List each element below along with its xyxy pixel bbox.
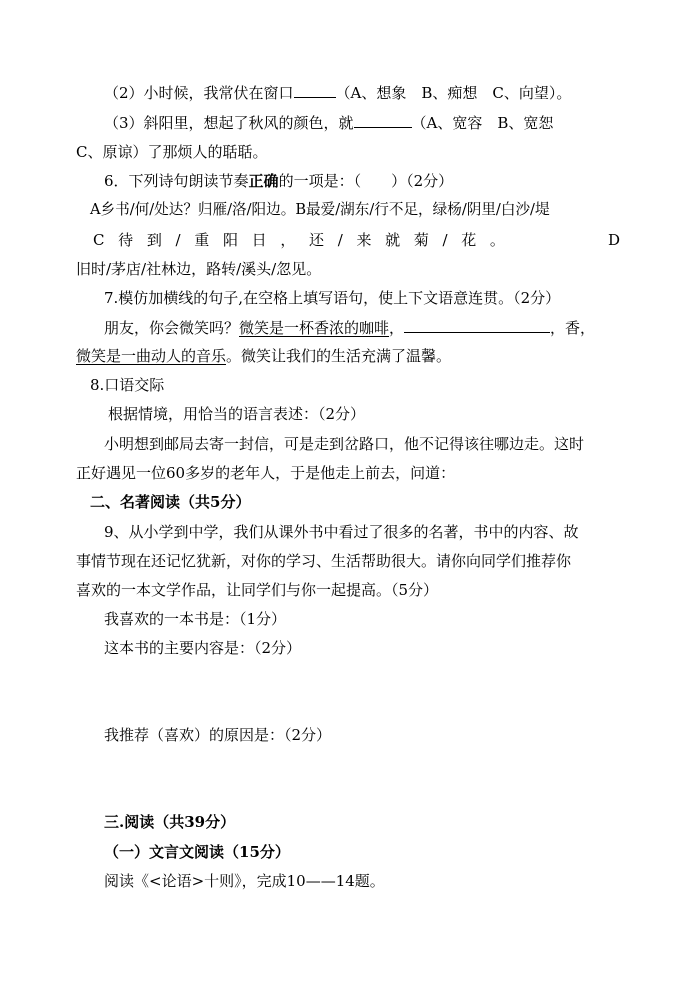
- q7-underlined-sentence-2: 微笑是一曲动人的音乐: [76, 347, 227, 365]
- q9-text-3: 喜欢的一本文学作品，让同学们与你一起提高。（5分）: [76, 581, 439, 599]
- q7-line-1: [104, 318, 595, 338]
- q6-d-letter: D: [608, 231, 621, 249]
- q7-stem-text: 7.模仿加横线的句子,在空格上填写语句，使上下文语意连贯。（2分）: [104, 289, 561, 307]
- section-3-instruction: [104, 871, 385, 891]
- q6-c-char: 花: [461, 231, 477, 249]
- q6-stem-b: 的一项是：（ ）（2分）: [278, 172, 454, 190]
- q9-sub-3: [104, 725, 331, 745]
- section-2-title-text: 二、名著阅读（共5分）: [90, 493, 251, 511]
- q6-c-char: 待: [118, 231, 134, 249]
- q8-paragraph-text-2: 正好遇见一位60多岁的老年人，于是他走上前去，问道：: [76, 464, 456, 482]
- q7-text-d: ，香，: [550, 319, 596, 337]
- q9-line-1: [104, 522, 579, 542]
- q9-sub-2: [104, 638, 301, 658]
- q6-c-char: /: [337, 231, 343, 249]
- q6-options-line-1: [90, 200, 550, 220]
- q6-c-char: 就: [385, 231, 401, 249]
- q6-c-char: 到: [146, 231, 162, 249]
- section-3-subtitle-text: （一）文言文阅读（15分）: [104, 843, 290, 861]
- section-3-title-text: 三.阅读（共39分）: [104, 813, 236, 831]
- q6-c-char: 重: [194, 231, 210, 249]
- q8-paragraph-line-1: [104, 434, 584, 454]
- q9-text-1: 9、从小学到中学，我们从课外书中看过了很多的名著，书中的内容、故: [104, 523, 579, 541]
- q7-text-c: ，: [389, 319, 405, 337]
- q5-2-text-b: （A、想象 B、痴想 C、向望）。: [335, 84, 572, 102]
- q6-c-char: 阳: [222, 231, 238, 249]
- q8-instruction-text: 根据情境，用恰当的语言表述：（2分）: [108, 405, 366, 423]
- q9-sub-2-text: 这本书的主要内容是：（2分）: [104, 639, 302, 657]
- q7-answer-blank[interactable]: [404, 318, 550, 333]
- q8-title: [90, 375, 164, 395]
- q7-underlined-sentence-1: 微笑是一杯香浓的咖啡: [239, 319, 390, 337]
- q6-options-line-3: [76, 259, 321, 279]
- q9-sub-3-text: 我推荐（喜欢）的原因是：（2分）: [104, 726, 332, 744]
- q5-3-blank[interactable]: [354, 113, 412, 128]
- section-3-instruction-text: 阅读《<论语>十则》，完成10——14题。: [104, 872, 385, 890]
- q6-c-char: 菊: [413, 231, 429, 249]
- q6-c-char: 还: [309, 231, 325, 249]
- q5-3-text-a: （3）斜阳里，想起了秋风的颜色，就: [104, 114, 354, 132]
- q8-title-text: 8.口语交际: [90, 376, 165, 394]
- q6-opt-line3: 旧时/茅店/社林边，路转/溪头/忽见。: [76, 260, 322, 278]
- q7-line-2: [76, 346, 451, 366]
- q8-instruction: [108, 404, 365, 424]
- q6-c-char: 日: [251, 231, 267, 249]
- q7-stem: [104, 288, 560, 308]
- q5-3-text-b: （A、宽容 B、宽恕: [411, 114, 554, 132]
- q6-c-char: 来: [356, 231, 372, 249]
- q5-3-line-2: [76, 142, 267, 162]
- q8-paragraph-text-1: 小明想到邮局去寄一封信，可是走到岔路口，他不记得该往哪边走。这时: [104, 435, 585, 453]
- q5-2-blank[interactable]: [294, 83, 336, 98]
- q6-opt-line1: A乡书/何/处达？归雁/洛/阳边。B最爱/湖东/行不足，绿杨/阴里/白沙/堤: [90, 201, 550, 218]
- q6-stem-a: 6．下列诗句朗读节奏: [104, 172, 249, 190]
- q7-text-e: 。微笑让我们的生活充满了温馨。: [226, 347, 452, 365]
- section-3-title: [104, 812, 235, 832]
- q6-c-char: /: [442, 231, 448, 249]
- q5-2-text-a: （2）小时候，我常伏在窗口: [104, 84, 294, 102]
- q9-line-2: [76, 551, 571, 571]
- q6-c-char: /: [175, 231, 181, 249]
- q6-c-char: 。: [489, 231, 505, 249]
- q9-text-2: 事情节现在还记忆犹新，对你的学习、生活帮助很大。请你向同学们推荐你: [76, 552, 572, 570]
- section-2-title: [90, 492, 250, 512]
- q6-stem: [104, 171, 453, 191]
- q6-c-char: C: [93, 231, 105, 249]
- q6-option-d-label: [608, 230, 620, 250]
- q5-3-line: [104, 113, 553, 133]
- q7-text-a: 朋友，你会微笑吗？: [104, 319, 240, 337]
- section-3-subtitle: [104, 842, 290, 862]
- q6-option-c: [93, 230, 505, 250]
- q5-3-text-c: C、原谅）了那烦人的聒聒。: [76, 143, 268, 161]
- q5-2-line: [104, 83, 571, 103]
- q9-line-3: [76, 580, 438, 600]
- q6-stem-bold: 正确: [248, 172, 279, 190]
- q9-sub-1: [104, 609, 286, 629]
- q8-paragraph-line-2: [76, 463, 455, 483]
- q9-sub-1-text: 我喜欢的一本书是：（1分）: [104, 610, 287, 628]
- q6-c-char: ，: [280, 231, 296, 249]
